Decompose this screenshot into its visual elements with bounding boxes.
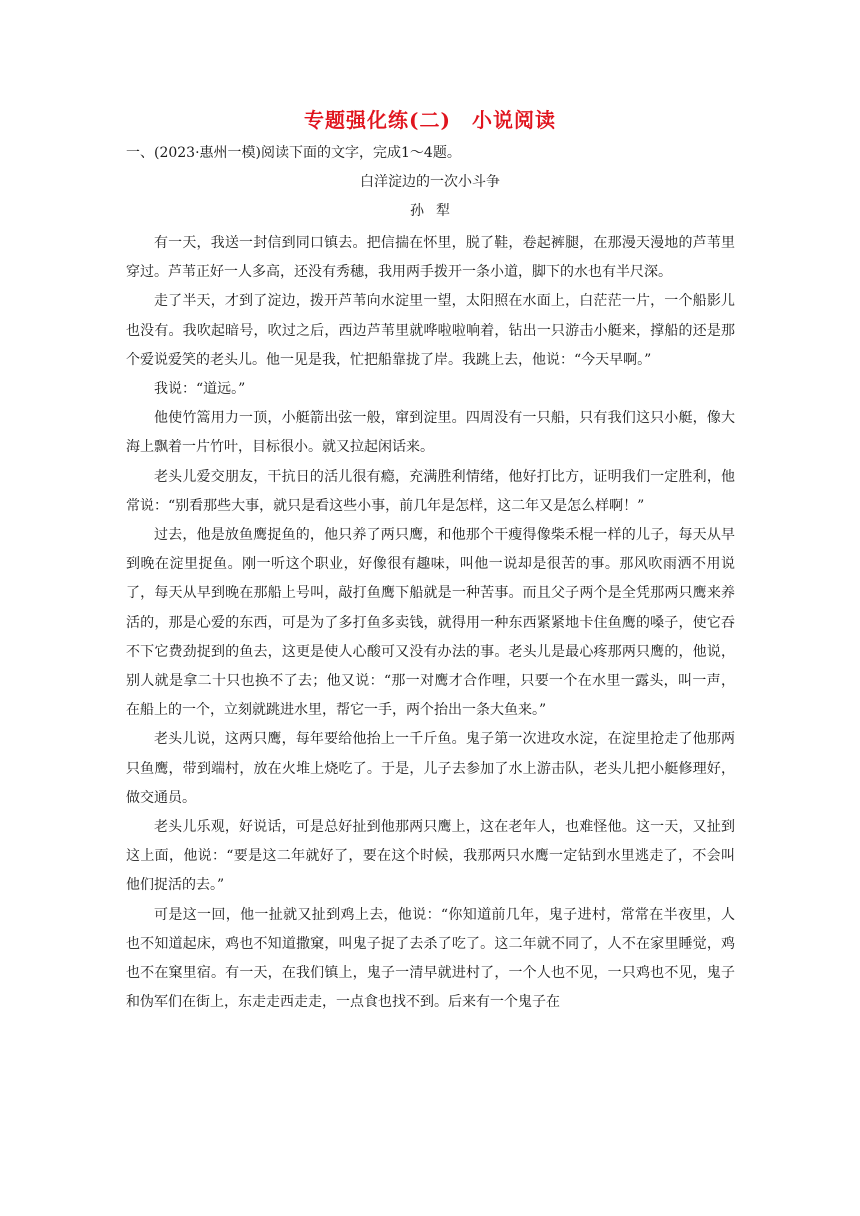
paragraph: 有一天，我送一封信到同口镇去。把信揣在怀里，脱了鞋，卷起裤腿，在那漫天漫地的芦苇里穿过。芦苇正好一人多高，还没有秀穗，我用两手拨开一条小道，脚下的水也有半尺深。	[126, 235, 735, 281]
paragraph: 我说：“道远。”	[154, 381, 246, 398]
story-author: 孙犁	[410, 203, 462, 219]
paragraph: 可是这一回，他一扯就又扯到鸡上去，他说：“你知道前几年，鬼子进村，常常在半夜里，人也不知道起床，鸡也不知道撒窠，叫鬼子捉了去杀了吃了。这二年就不同了，人不在家里睡觉，鸡也不在窠里宿。有一天，在我们镇上，鬼子一清早就进村了，一个人也不见，一只鸡也不见，鬼子和伪军们在街上，东走走西走走，一点食也找不到。后来有一个鬼子在	[126, 906, 735, 1011]
story-body	[126, 229, 735, 1017]
section-intro: 一、(2023·惠州一模)阅读下面的文字，完成1～4题。	[126, 145, 461, 161]
story-title: 白洋淀边的一次小斗争	[360, 174, 500, 190]
paragraph: 他使竹篙用力一顶，小艇箭出弦一般，窜到淀里。四周没有一只船，只有我们这只小艇，像大海上飘着一片竹叶，目标很小。就又拉起闲话来。	[126, 410, 735, 456]
paragraph: 老头儿乐观，好说话，可是总好扯到他那两只鹰上，这在老年人，也难怪他。这一天，又扯到这上面，他说：“要是这二年就好了，要在这个时候，我那两只水鹰一定钻到水里逃走了，不会叫他们捉活的去。”	[126, 819, 735, 894]
page-title: 专题强化练(二) 小说阅读	[304, 108, 556, 132]
paragraph: 走了半天，才到了淀边，拨开芦苇向水淀里一望，太阳照在水面上，白茫茫一片，一个船影儿也没有。我吹起暗号，吹过之后，西边芦苇里就哗啦啦响着，钻出一只游击小艇来，撑船的还是那个爱说爱笑的老头儿。他一见是我，忙把船靠拢了岸。我跳上去，他说：“今天早啊。”	[126, 293, 735, 368]
paragraph: 过去，他是放鱼鹰捉鱼的，他只养了两只鹰，和他那个干瘦得像柴禾棍一样的儿子，每天从早到晚在淀里捉鱼。刚一听这个职业，好像很有趣味，叫他一说却是很苦的事。那风吹雨洒不用说了，每天从早到晚在那船上号叫，敲打鱼鹰下船就是一种苦事。而且父子两个是全凭那两只鹰来养活的，那是心爱的东西，可是为了多打鱼多卖钱，就得用一种东西紧紧地卡住鱼鹰的嗓子，使它吞不下它费劲捉到的鱼去，这更是使人心酸可又没有办法的事。老头儿是最心疼那两只鹰的，他说，别人就是拿二十只也换不了去；他又说：“那一对鹰才合作哩，只要一个在水里一露头，叫一声，在船上的一个，立刻就跳进水里，帮它一手，两个抬出一条大鱼来。”	[126, 527, 735, 719]
paragraph: 老头儿说，这两只鹰，每年要给他抬上一千斤鱼。鬼子第一次进攻水淀，在淀里抢走了他那两只鱼鹰，带到端村，放在火堆上烧吃了。于是，儿子去参加了水上游击队，老头儿把小艇修理好，做交通员。	[126, 731, 735, 806]
paragraph: 老头儿爱交朋友，干抗日的活儿很有瘾，充满胜利情绪，他好打比方，证明我们一定胜利，他常说：“别看那些大事，就只是看这些小事，前几年是怎样，这二年又是怎么样啊！”	[126, 468, 735, 514]
